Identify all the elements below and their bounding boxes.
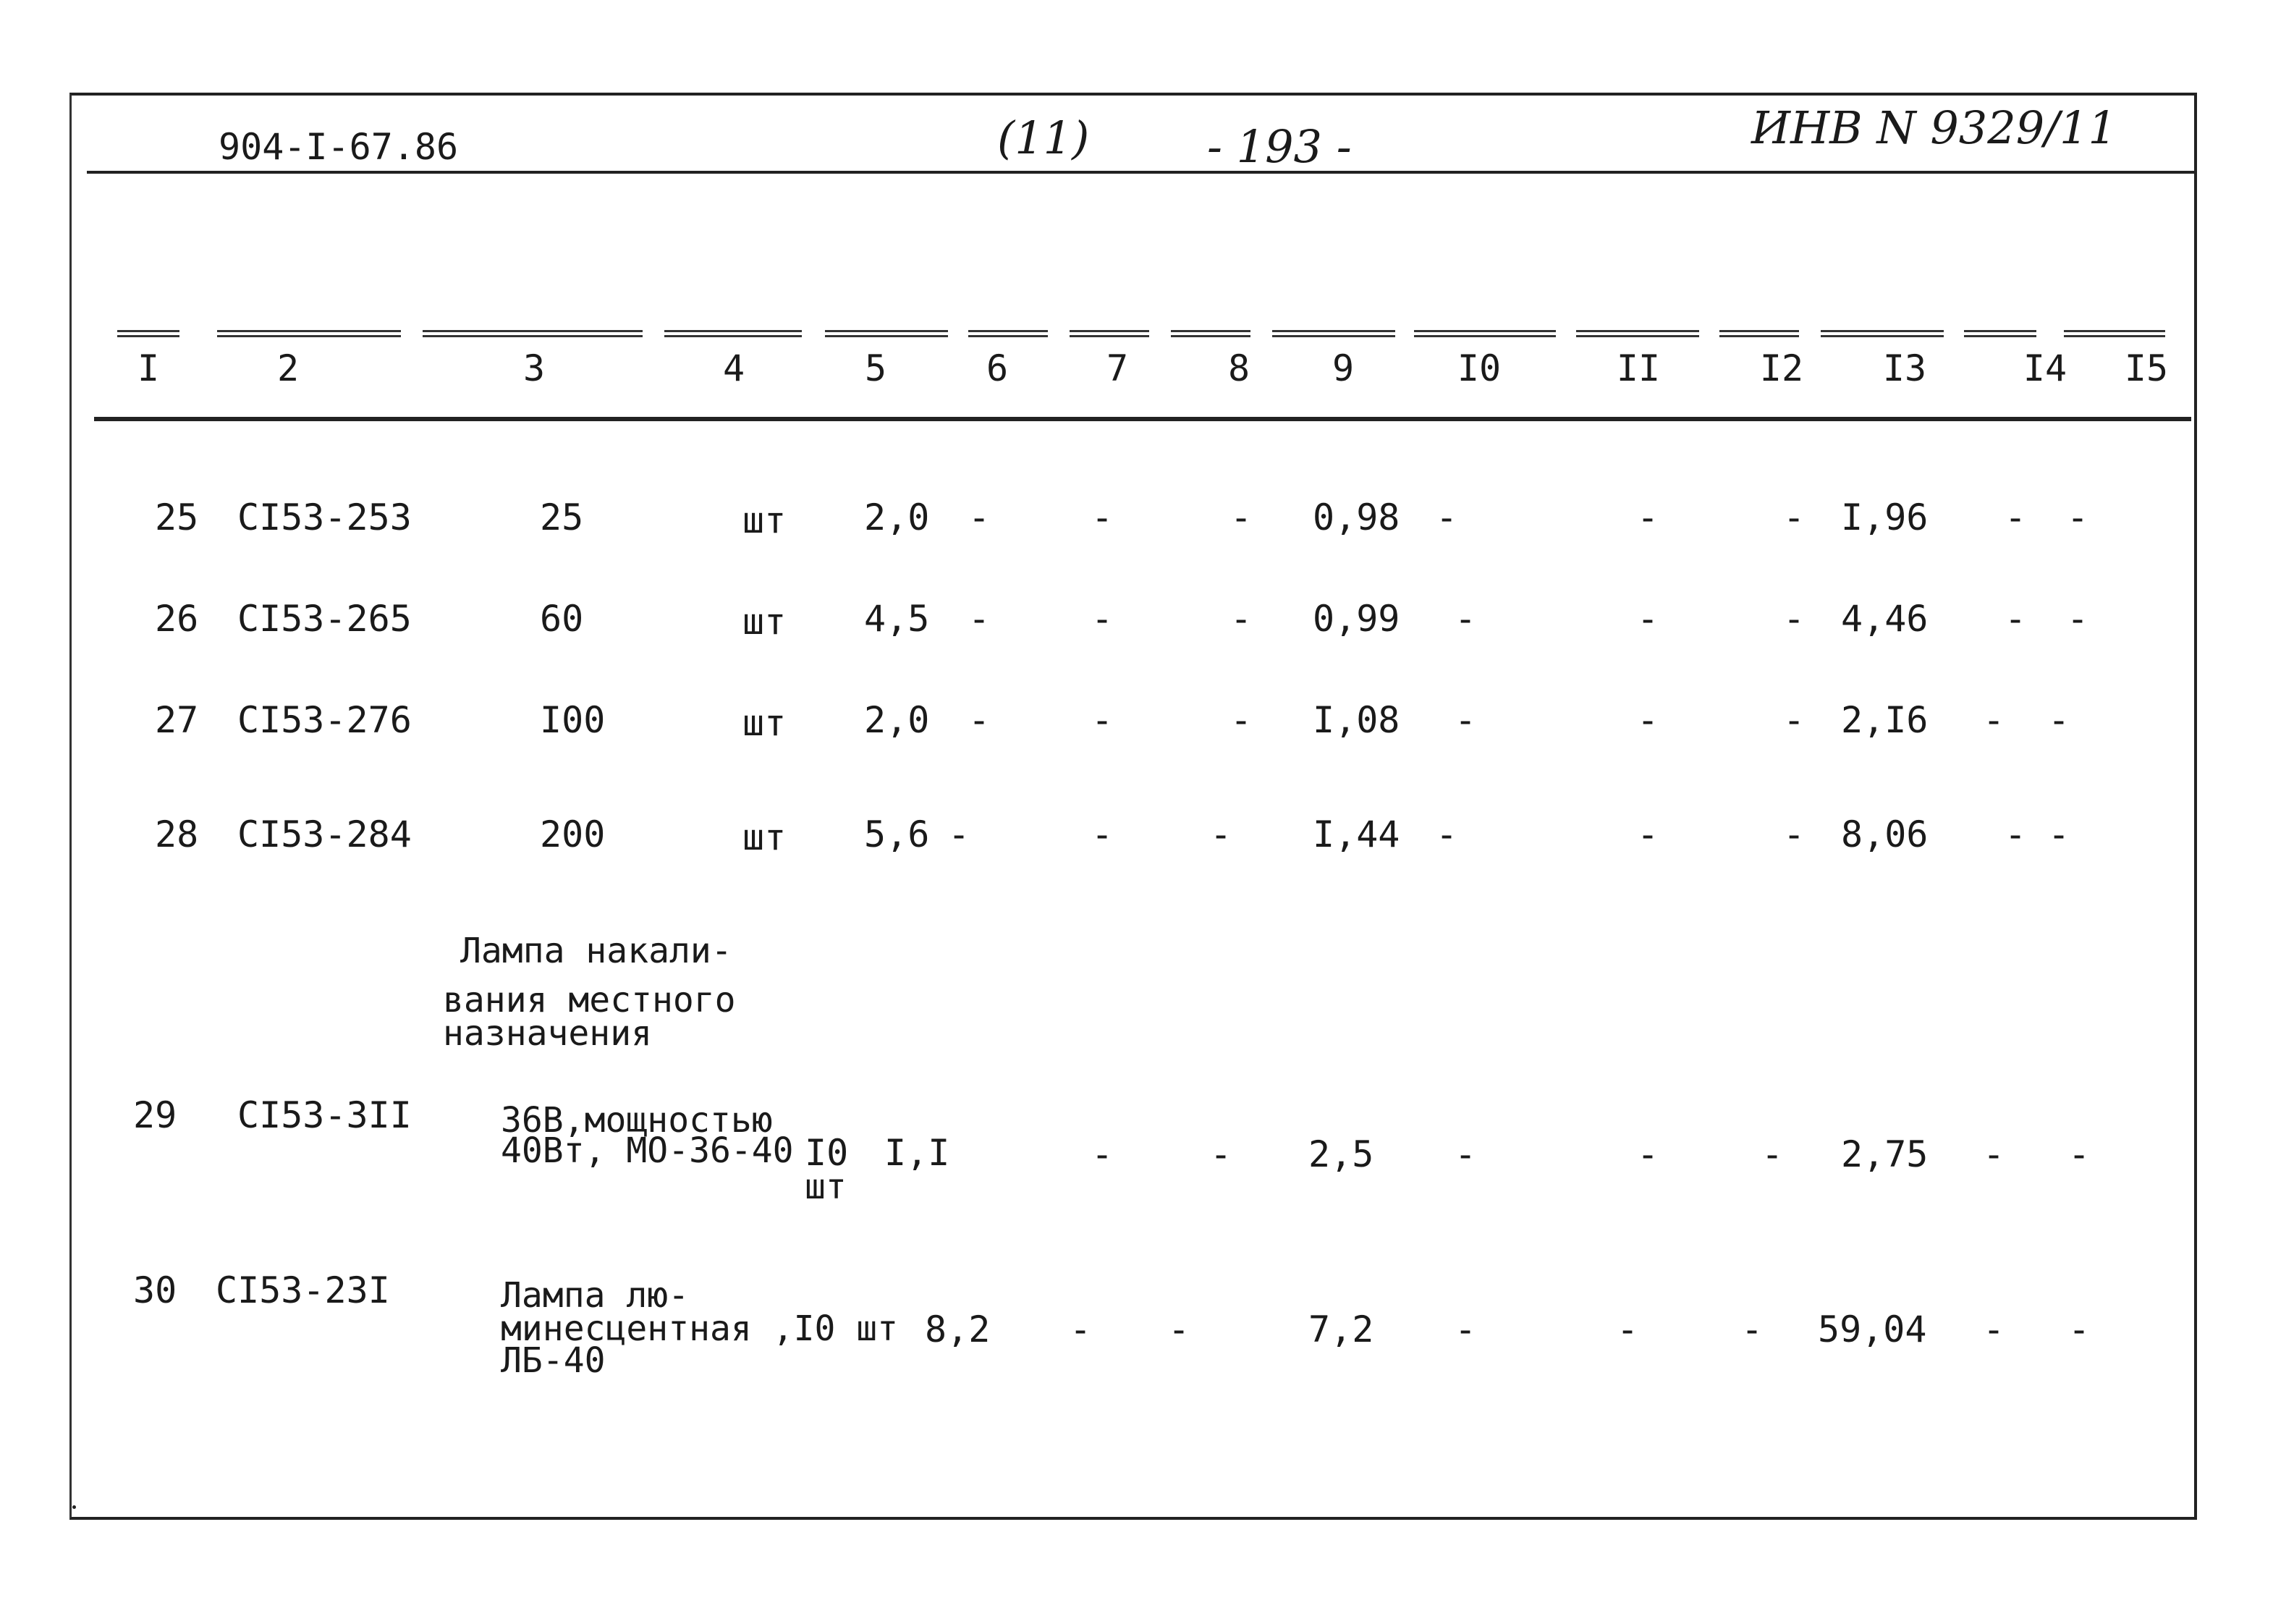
cell-col11: - <box>1617 1308 1639 1350</box>
column-number: I3 <box>1882 347 1927 389</box>
cell-col14: - <box>1983 1308 2005 1350</box>
cell-col8: - <box>1230 699 1253 741</box>
cell-col12: - <box>1761 1133 1784 1175</box>
cell-col13: 59,04 <box>1818 1308 1927 1350</box>
row-number: 30 <box>133 1269 177 1311</box>
cell-col11: - <box>1637 598 1659 640</box>
cell-col5: 2,0 <box>864 496 930 538</box>
column-number: I5 <box>2124 347 2169 389</box>
unit: шт <box>805 1167 847 1207</box>
cell-col7: - <box>1091 813 1114 855</box>
cell-col14: - <box>1983 699 2005 741</box>
column-number: 2 <box>276 347 300 389</box>
cell-col11: - <box>1637 813 1659 855</box>
column-number: 7 <box>1106 347 1129 389</box>
item-code: CI53-3II <box>237 1094 412 1136</box>
cell-col3: 25 <box>540 496 584 538</box>
cell-col7: - <box>1091 598 1114 640</box>
cell-col14: - <box>1983 1133 2005 1175</box>
item-code: CI53-265 <box>237 598 412 640</box>
cell-col13: 8,06 <box>1841 813 1929 855</box>
row-number: 27 <box>155 699 199 741</box>
dash-mark <box>423 330 643 342</box>
cell-col9: I,44 <box>1313 813 1400 855</box>
cell-col9: I,08 <box>1313 699 1400 741</box>
cell-col8: - <box>1230 598 1253 640</box>
cell-col10: - <box>1455 1133 1477 1175</box>
inventory-number: ИНВ N 9329/11 <box>1751 101 2117 154</box>
item-code: CI53-23I <box>216 1269 390 1311</box>
dash-mark <box>825 330 948 342</box>
dash-mark <box>968 330 1048 342</box>
cell-col5: 4,5 <box>864 598 930 640</box>
cell-col9: 2,5 <box>1308 1133 1374 1175</box>
column-number: 4 <box>722 347 745 389</box>
cell-col15: - <box>2048 813 2070 855</box>
row-number: 26 <box>155 598 199 640</box>
column-number: II <box>1616 347 1661 389</box>
dash-mark <box>1070 330 1149 342</box>
dash-mark <box>1272 330 1395 342</box>
column-number: 9 <box>1332 347 1355 389</box>
cell-col12: - <box>1783 496 1806 538</box>
cell-col13: 4,46 <box>1841 598 1929 640</box>
row-number: 25 <box>155 496 199 538</box>
dash-mark <box>2064 330 2165 342</box>
cell-col3: 60 <box>540 598 584 640</box>
column-number: I4 <box>2023 347 2067 389</box>
unit: шт <box>742 816 787 858</box>
section-line: назначения <box>443 1013 652 1054</box>
cell-col13: I,96 <box>1841 496 1929 538</box>
item-description: Лампа лю- <box>501 1275 690 1316</box>
cell-col14: - <box>2005 813 2027 855</box>
cell-col12: - <box>1783 598 1806 640</box>
cell-col10: - <box>1436 496 1458 538</box>
cell-col13: 2,75 <box>1841 1133 1929 1175</box>
cell-col6: - <box>1070 1308 1092 1350</box>
section-line: Лампа накали- <box>460 931 732 971</box>
cell-col7: - <box>1168 1308 1190 1350</box>
unit: шт <box>742 601 787 643</box>
dash-mark <box>117 330 179 342</box>
dash-mark <box>1964 330 2036 342</box>
cell-col9: 0,99 <box>1313 598 1400 640</box>
column-number: 8 <box>1227 347 1250 389</box>
cell-col12: - <box>1741 1308 1764 1350</box>
column-number: I2 <box>1759 347 1804 389</box>
cell-col10: - <box>1436 813 1458 855</box>
section-line: вания местного <box>443 980 736 1020</box>
cell-col5: 8,2 <box>925 1308 991 1350</box>
cell-col13: 2,I6 <box>1841 699 1929 741</box>
cell-col5: I,I <box>884 1132 950 1174</box>
dash-mark <box>1171 330 1250 342</box>
cell-col15: - <box>2068 1308 2091 1350</box>
item-description: 40Вт, МО-36-40 <box>501 1130 794 1171</box>
dash-mark <box>664 330 802 342</box>
dash-mark <box>1719 330 1799 342</box>
unit: шт <box>742 499 787 541</box>
cell-col6: - <box>948 813 970 855</box>
dash-mark <box>1576 330 1699 342</box>
document-code: 904-I-67.86 <box>219 126 459 168</box>
item-code: CI53-253 <box>237 496 412 538</box>
item-description: минесцентная ,I0 шт <box>501 1308 899 1349</box>
cell-col15: - <box>2048 699 2070 741</box>
item-code: CI53-276 <box>237 699 412 741</box>
dash-mark <box>217 330 401 342</box>
cell-col11: - <box>1637 699 1659 741</box>
cell-col15: - <box>2068 1133 2091 1175</box>
row-number: 29 <box>133 1094 177 1136</box>
column-number: 5 <box>864 347 887 389</box>
cell-col3: I00 <box>540 699 606 741</box>
dash-mark <box>1414 330 1556 342</box>
column-number: I <box>137 347 160 389</box>
column-header-rule <box>94 417 2191 421</box>
cell-col12: - <box>1783 699 1806 741</box>
cell-col9: 7,2 <box>1308 1308 1374 1350</box>
cell-col11: - <box>1637 1133 1659 1175</box>
sheet-number: (11) <box>997 111 1090 164</box>
column-number: I0 <box>1457 347 1502 389</box>
cell-col7: - <box>1091 1133 1114 1175</box>
column-number: 3 <box>522 347 546 389</box>
cell-col11: - <box>1637 496 1659 538</box>
unit: шт <box>742 702 787 744</box>
item-description: 36В,мощностью <box>501 1100 773 1141</box>
page-number: - 193 - <box>1207 120 1352 173</box>
quantity: I0 <box>805 1132 849 1174</box>
item-code: CI53-284 <box>237 813 412 855</box>
cell-col15: - <box>2067 496 2089 538</box>
cell-col8: - <box>1210 1133 1232 1175</box>
cell-col12: - <box>1783 813 1806 855</box>
scan-speck <box>72 1505 76 1509</box>
cell-col3: 200 <box>540 813 606 855</box>
cell-col5: 2,0 <box>864 699 930 741</box>
cell-col5: 5,6 <box>864 813 930 855</box>
header-rule <box>87 171 2194 174</box>
cell-col6: - <box>968 699 991 741</box>
cell-col7: - <box>1091 699 1114 741</box>
cell-col10: - <box>1455 598 1477 640</box>
cell-col6: - <box>968 496 991 538</box>
cell-col10: - <box>1455 1308 1477 1350</box>
item-description: ЛБ-40 <box>501 1340 606 1381</box>
cell-col8: - <box>1230 496 1253 538</box>
column-number: 6 <box>986 347 1009 389</box>
cell-col8: - <box>1210 813 1232 855</box>
dash-mark <box>1821 330 1944 342</box>
cell-col14: - <box>2005 598 2027 640</box>
cell-col9: 0,98 <box>1313 496 1400 538</box>
cell-col10: - <box>1455 699 1477 741</box>
cell-col6: - <box>968 598 991 640</box>
cell-col14: - <box>2005 496 2027 538</box>
cell-col15: - <box>2067 598 2089 640</box>
row-number: 28 <box>155 813 199 855</box>
cell-col7: - <box>1091 496 1114 538</box>
